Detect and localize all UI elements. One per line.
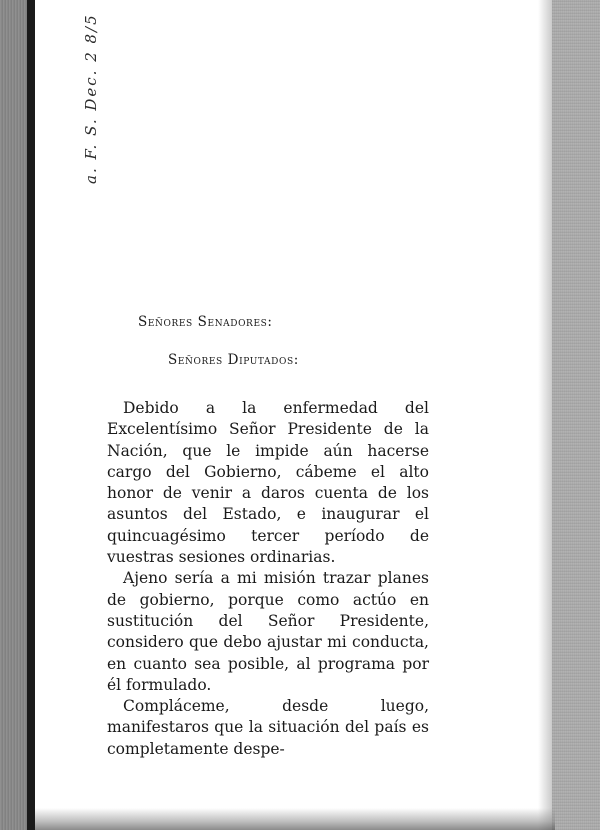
handwritten-margin-note xyxy=(82,13,100,184)
scan-edge-right-fade xyxy=(538,0,552,830)
scan-edge-bottom xyxy=(35,808,555,830)
speech-body xyxy=(107,398,429,760)
handwritten-note-text: a. F. S. Dec. 2 8/5 xyxy=(82,13,100,184)
paragraph: Compláceme, desde luego, manifestaros que la situación del país es completamente despe- xyxy=(107,697,429,758)
scan-edge-left xyxy=(0,0,27,830)
binding-shadow xyxy=(27,0,35,830)
scan-edge-right xyxy=(552,0,600,830)
salutation-senators: Señores Senadores: xyxy=(138,314,273,330)
paragraph: Debido a la enfermedad del Excelentísimo Señor Presidente de la Nación, que le impide aún hacerse cargo del Gobierno, cábeme el alto honor de venir a daros cuenta de los asuntos del Estado, e inaugurar el quincuagésimo tercer período de vuestras sesiones ordinarias. xyxy=(107,399,429,567)
paragraph: Ajeno sería a mi misión trazar planes de gobierno, porque como actúo en sustitución del Señor Presidente, considero que debo ajustar mi conducta, en cuanto sea posible, al programa por él formulado. xyxy=(107,569,429,694)
salutation-deputies: Señores Diputados: xyxy=(168,352,299,368)
